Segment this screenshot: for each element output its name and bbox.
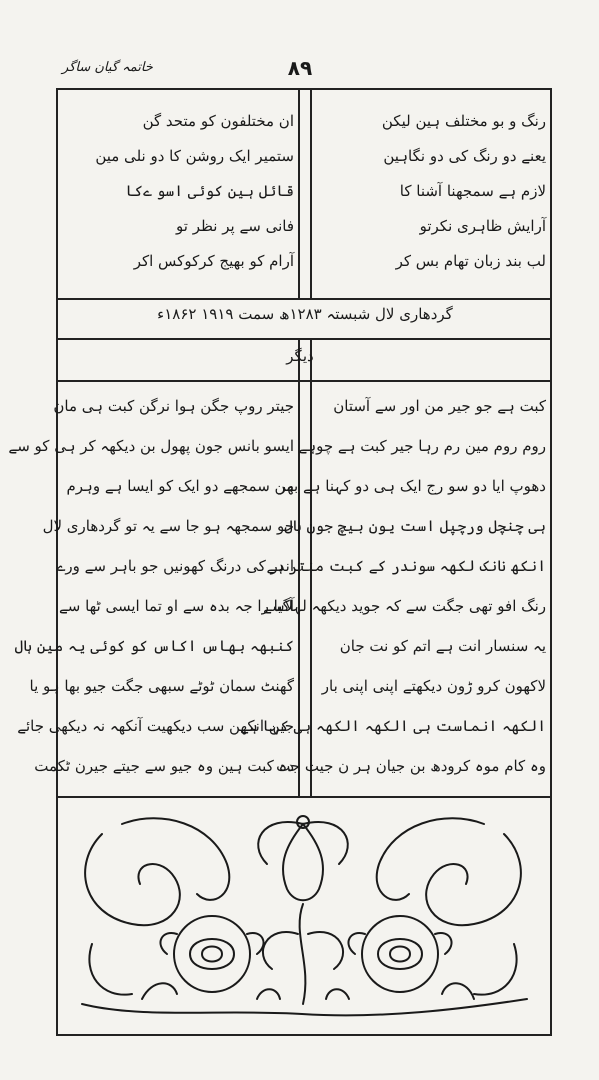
verse-line: یعنے دو رنگ کی دو نگاہین — [383, 147, 546, 165]
verse-line: قائل ہین کوئی اسو ےکا — [125, 182, 294, 200]
floral-ornament — [62, 804, 544, 1030]
verse-line: روم روم مین رم رہا جیر کبت ہے چوہے — [298, 437, 546, 455]
verse-line: آرایش ظاہری نکرتو — [419, 217, 546, 235]
heading-bottom-rule — [56, 380, 552, 382]
banner-top-rule — [56, 298, 552, 300]
upper-left-column — [62, 104, 294, 279]
page-number: ۸۹ — [287, 56, 313, 80]
verse-line: دہ کبت ہین وہ جیو سے جیتے جیرن ٹکمت — [34, 757, 294, 775]
verse-line: کبت ہے جو جیر من اور سے آستان — [333, 397, 546, 415]
section-heading: دیگر — [286, 347, 314, 365]
verse-line: جو سمجھہ ہو جا سے یہ تو گردھاری لال — [42, 517, 294, 535]
banner-bottom-rule — [56, 338, 552, 340]
verse-line: ہی چنچل ورچپل است یون بیچ جون ہال — [284, 517, 546, 535]
ornament-top-rule — [56, 796, 552, 798]
upper-right-column — [314, 104, 546, 279]
upper-column-divider-inner — [310, 88, 312, 298]
verse-line: لاکھون کرو ڑون دیکھتے اپنی اپنی بار — [321, 677, 546, 695]
upper-column-divider — [298, 88, 300, 298]
verse-line: لازم ہے سمجھنا آشنا کا — [399, 182, 546, 200]
verse-line: ان مختلفون کو متحد گن — [142, 112, 294, 130]
lower-left-column — [8, 386, 294, 786]
verse-line: یہ سنسار انت ہے اتم کو نت جان — [339, 637, 546, 655]
verse-line: گھنٹ سمان ٹوٹے سبھی جگت جیو بھا ہو یا — [29, 677, 294, 695]
verse-line: من سمجھے دو ایک کو ایسا ہے وہرم — [66, 477, 294, 495]
verse-line: آرام کو بھیج کرکوکس اکر — [133, 252, 294, 270]
verse-line: کنبھہ بھاس اکاس کو کوئی یہ مین ہال — [14, 637, 294, 655]
verse-line: اندر کی درنگ کھونیں جو باہر سے ورے — [56, 557, 294, 575]
verse-line: الکھہ انماست ہی الکھہ الکھہ ہی کہا ہے — [240, 717, 546, 735]
verse-line: فانی سے پر نظر تو — [176, 217, 294, 235]
verse-line: جیتر روپ جگن ہوا نرگن کبت ہی مان — [53, 397, 294, 415]
verse-line: انکھ نانک لکھہ سوندر کے کبت منتر ہے — [266, 557, 546, 575]
verse-line: رنگ افو تھی جگت سے کہ جوید دیکھہ لہلاسے — [263, 597, 546, 615]
running-title: خاتمہ گیان ساگر — [62, 60, 153, 75]
verse-line: لب بند زبان تھام بس کر — [395, 252, 546, 270]
verse-line: آگیا را جہ بدہ سے او تما ایسی ٹھا سے — [58, 597, 294, 615]
verse-line: دھوپ ایا دو سو رج ایک ہی دو کہنا ہے بھر — [278, 477, 546, 495]
banner-line: گردھاری لال شبستہ ۱۲۸۳ھ سمت ۱۹۱۹ ۱۸۶۲ء — [157, 305, 453, 323]
lower-right-column — [240, 386, 546, 786]
verse-line: وہ کام موہ کرودھ بن جیان ہر ن جیت جت — [276, 757, 546, 775]
verse-line: ستمیر ایک روشن کا دو نلی مین — [95, 147, 294, 165]
verse-line: جین انکھن سب دیکھیت آنکھہ نہ دیکھی جائے — [17, 717, 294, 735]
verse-line: رنگ و بو مختلف ہین لیکن — [381, 112, 546, 130]
verse-line: ایسو بانس جون پھول بن دیکھہ کر ہی کو سے — [8, 437, 294, 455]
